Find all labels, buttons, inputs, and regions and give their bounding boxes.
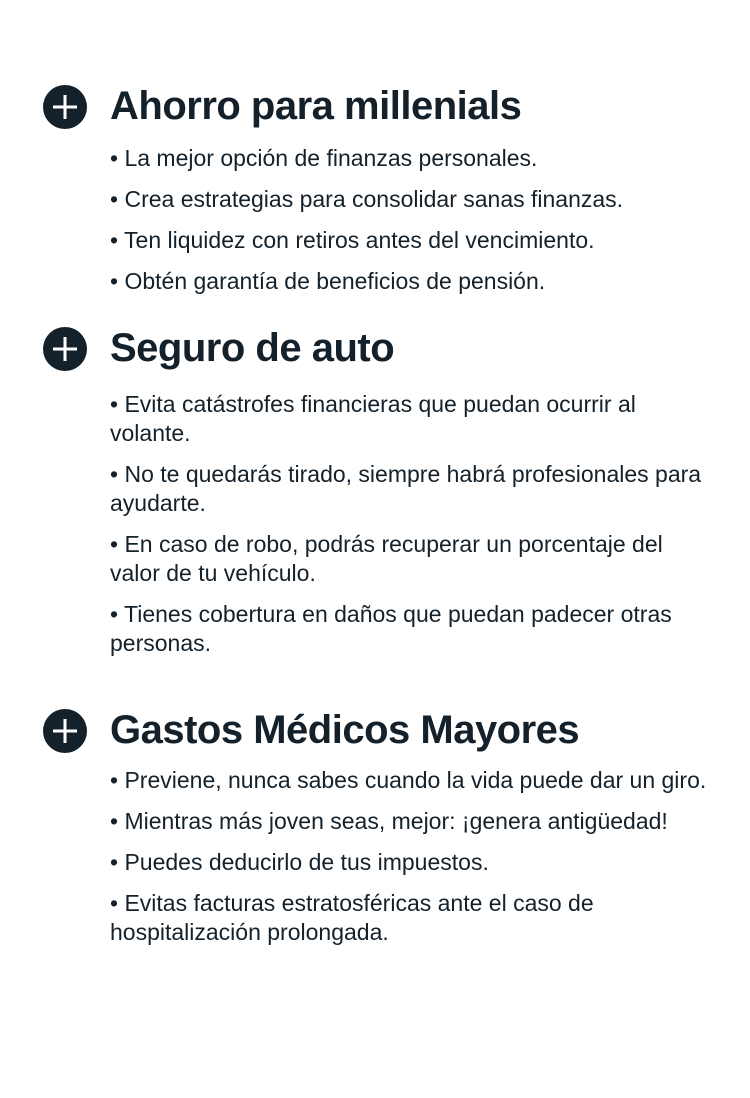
- list-item: • Tienes cobertura en daños que puedan padecer otras personas.: [110, 600, 710, 658]
- list-item: • Previene, nunca sabes cuando la vida puede dar un giro.: [110, 766, 710, 795]
- section-header: [0, 702, 750, 762]
- section-title: Ahorro para millenials: [110, 84, 522, 128]
- list-item: • No te quedarás tirado, siempre habrá profesionales para ayudarte.: [110, 460, 710, 518]
- list-item: • Evitas facturas estratosféricas ante el caso de hospitalización prolongada.: [110, 889, 710, 947]
- plus-circle-icon[interactable]: [43, 709, 87, 753]
- section-title: Seguro de auto: [110, 326, 395, 370]
- section-ahorro: [0, 78, 750, 308]
- bullet-list: [0, 144, 750, 296]
- bullet-list: [0, 766, 750, 947]
- section-title: Gastos Médicos Mayores: [110, 708, 580, 752]
- list-item: • Ten liquidez con retiros antes del vencimiento.: [110, 226, 710, 255]
- list-item: • Obtén garantía de beneficios de pensión.: [110, 267, 710, 296]
- list-item: • Puedes deducirlo de tus impuestos.: [110, 848, 710, 877]
- bullet-list: [0, 390, 750, 658]
- list-item: • Mientras más joven seas, mejor: ¡genera antigüedad!: [110, 807, 710, 836]
- section-header: [0, 320, 750, 380]
- section-header: [0, 78, 750, 138]
- plus-circle-icon[interactable]: [43, 85, 87, 129]
- list-item: • Crea estrategias para consolidar sanas finanzas.: [110, 185, 710, 214]
- plus-circle-icon[interactable]: [43, 327, 87, 371]
- section-seguro-auto: [0, 320, 750, 670]
- list-item: • La mejor opción de finanzas personales.: [110, 144, 710, 173]
- section-gastos-medicos: [0, 702, 750, 959]
- list-item: • Evita catástrofes financieras que puedan ocurrir al volante.: [110, 390, 710, 448]
- list-item: • En caso de robo, podrás recuperar un porcentaje del valor de tu vehículo.: [110, 530, 710, 588]
